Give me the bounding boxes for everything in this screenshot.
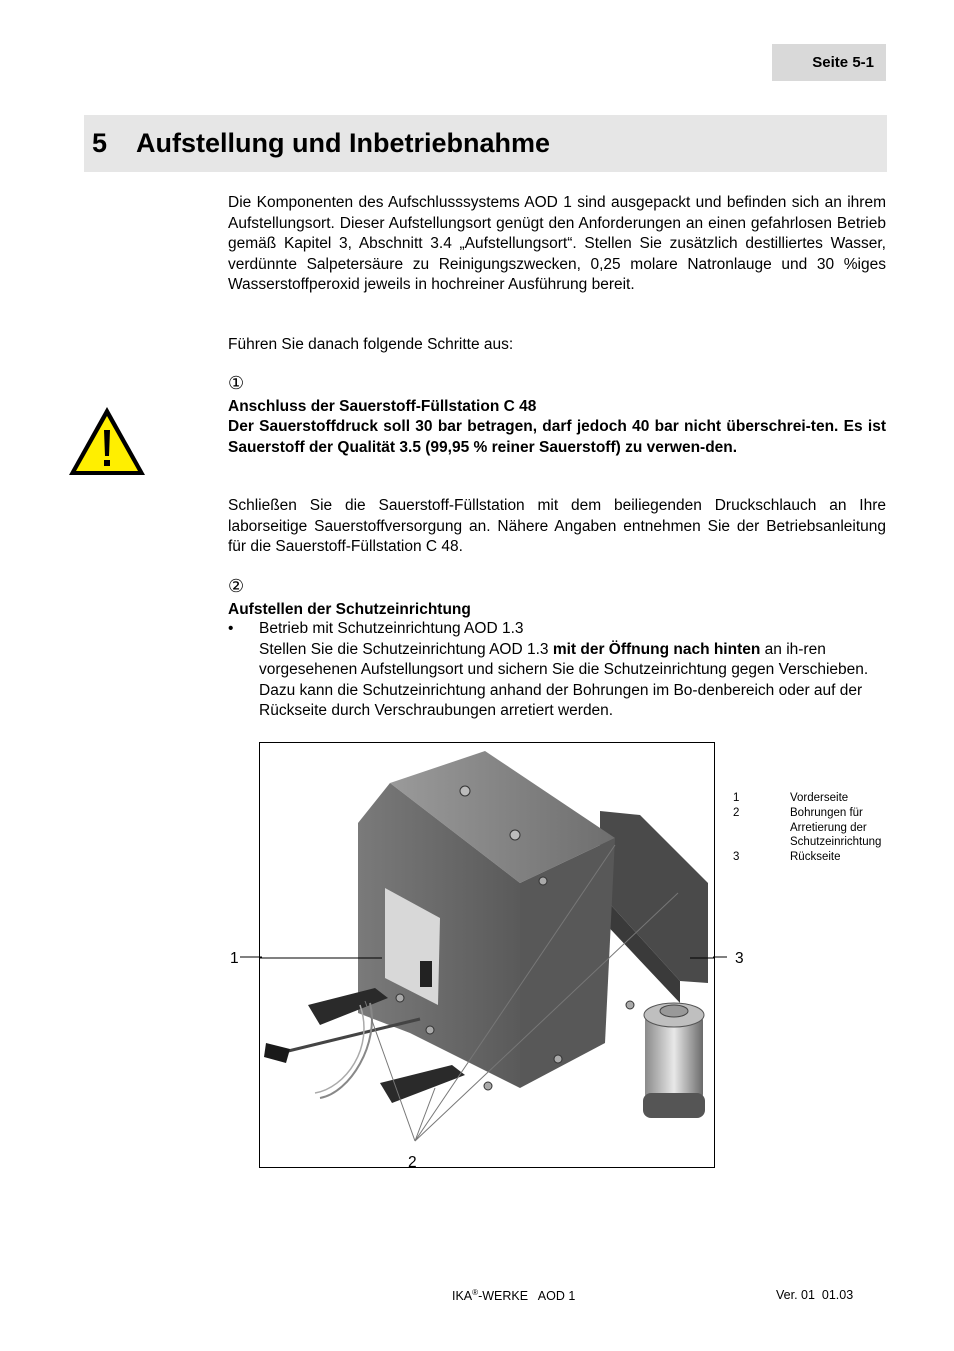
legend-item — [733, 806, 900, 850]
bullet-text-end: an ih-ren vorgesehenen Aufstellungsort und sichern Sie die Schutzeinrichtung gegen Verschieben. Dazu kann die Schutzeinrichtung anhand der Bohrungen im Bo-denbereich oder auf der Rückseite durch Verschraubungen arretiert werden. — [259, 640, 869, 719]
legend-item — [733, 850, 900, 865]
legend-text: Bohrungen für Arretierung der Schutzeinrichtung — [790, 806, 882, 849]
steps-intro: Führen Sie danach folgende Schritte aus: — [228, 336, 514, 353]
legend-number: 1 — [733, 792, 740, 804]
callout-3-leader — [713, 956, 727, 958]
footer-registered-mark: ® — [472, 1288, 479, 1297]
device-photo — [259, 742, 715, 1168]
chapter-number: 5 — [92, 128, 108, 158]
footer-version: Ver. 01 01.03 — [776, 1288, 854, 1302]
page-number: Seite 5-1 — [812, 54, 874, 71]
bullet-text-emphasis: mit der Öffnung nach hinten — [552, 640, 761, 658]
intro-paragraph: Die Komponenten des Aufschlusssystems AOD 1 sind ausgepackt und befinden sich an ihrem Aufstellungsort. Dieser Aufstellungsort genügt den Anforderungen an einen gefahrlosen Betrieb gemäß Kapitel 3, Abschnitt 3.4 „Aufstellungsort“. Stellen Sie zusätzlich destilliertes Wasser, verdünnte Salpetersäure zu Reinigungszwecken, 0,25 molare Natronlauge und 30 %iges Wasserstoffperoxid jeweils in hochreiner Ausführung bereit. — [228, 194, 886, 293]
bullet-title: Betrieb mit Schutzeinrichtung AOD 1.3 — [259, 620, 524, 637]
legend-text: Rückseite — [790, 851, 841, 864]
step1-warning-text: Der Sauerstoffdruck soll 30 bar betragen, darf jedoch 40 bar nicht überschrei-ten. Es ist Sauerstoff der Qualität 3.5 (99,95 % reiner Sauerstoff) zu verwen-den. — [228, 418, 886, 456]
legend-number: 3 — [733, 851, 740, 864]
legend-number: 2 — [733, 806, 740, 819]
protective-device-illustration — [260, 743, 715, 1168]
step1-body: Schließen Sie die Sauerstoff-Füllstation mit dem beiliegenden Druckschlauch an Ihre laborseitige Sauerstoffversorgung an. Nähere Angaben entnehmen Sie der Betriebsanleitung für die Sauerstoff-Füllstation C 48. — [228, 497, 886, 555]
callout-3: 3 — [735, 950, 744, 967]
legend-text: Vorderseite — [790, 792, 849, 804]
footer-product-name: -WERKE AOD 1 — [478, 1289, 576, 1304]
footer-brand: IKA — [452, 1289, 473, 1304]
warning-icon — [66, 404, 148, 478]
bullet-symbol: • — [228, 620, 234, 637]
step1-heading: Anschluss der Sauerstoff-Füllstation C 48 — [228, 398, 537, 415]
bullet-item — [259, 619, 888, 722]
callout-1-leader — [240, 956, 262, 958]
chapter-heading — [84, 115, 887, 172]
chapter-title: Aufstellung und Inbetriebnahme — [136, 128, 551, 158]
bullet-text — [259, 640, 888, 722]
callout-1: 1 — [230, 950, 239, 967]
step2-heading: Aufstellen der Schutzeinrichtung — [228, 601, 471, 618]
step2-marker: ② — [228, 576, 245, 596]
bullet-text-start: Stellen Sie die Schutzeinrichtung AOD 1.3 — [259, 640, 553, 658]
step2-bullet-list — [228, 619, 888, 722]
step1-marker: ① — [228, 373, 245, 393]
figure-legend — [733, 791, 900, 865]
page-number-badge — [772, 44, 886, 81]
legend-item — [733, 791, 900, 806]
footer-product — [452, 1288, 575, 1303]
callout-2: 2 — [408, 1154, 417, 1171]
